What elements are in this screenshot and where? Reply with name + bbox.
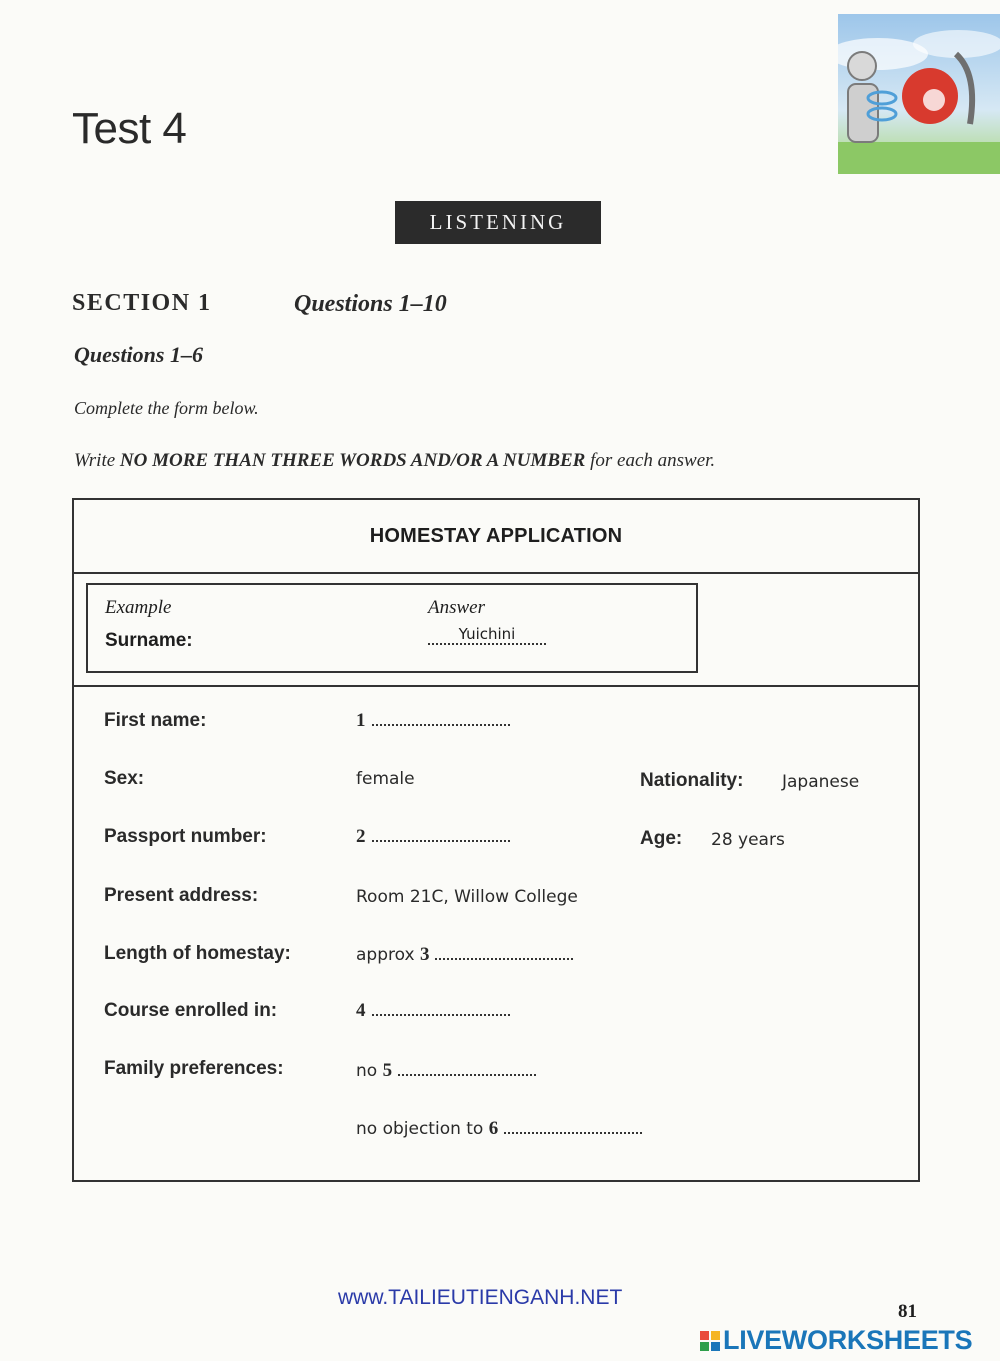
instruction-bold: NO MORE THAN THREE WORDS AND/OR A NUMBER xyxy=(119,450,586,471)
address-label: Present address: xyxy=(104,885,259,906)
family-label: Family preferences: xyxy=(104,1058,284,1079)
answer-blank-1[interactable] xyxy=(356,710,510,732)
passport-label: Passport number: xyxy=(104,826,267,847)
question-number-4: 4 xyxy=(356,1000,366,1021)
answer-label: Answer xyxy=(428,597,485,618)
age-label: Age: xyxy=(640,828,683,849)
objection-prefix: no objection to xyxy=(356,1119,484,1139)
question-number-6: 6 xyxy=(488,1118,499,1139)
answer-blank-2[interactable] xyxy=(356,826,510,848)
instruction-prefix: Write xyxy=(74,450,116,471)
answer-blank-3[interactable] xyxy=(356,944,573,966)
answer-blank-6[interactable] xyxy=(356,1118,642,1140)
example-field-label: Surname: xyxy=(105,630,193,651)
section-label: SECTION 1 xyxy=(72,290,212,316)
example-label: Example xyxy=(105,597,172,618)
decorative-thumbnail-image xyxy=(838,14,1000,174)
footer-url-link[interactable]: www.TAILIEUTIENGANH.NET xyxy=(338,1286,623,1309)
instruction-word-limit xyxy=(74,450,715,472)
liveworksheets-brand: LIVEWORKSHEETS xyxy=(723,1325,973,1355)
family-prefix: no xyxy=(356,1061,378,1081)
homestay-form xyxy=(72,498,920,1182)
question-number-2: 2 xyxy=(356,826,366,847)
section-questions: Questions 1–10 xyxy=(294,291,447,317)
form-divider xyxy=(74,685,918,687)
length-prefix: approx xyxy=(356,945,415,965)
instruction-suffix: for each answer. xyxy=(590,450,716,471)
page-number: 81 xyxy=(898,1301,917,1322)
age-value: 28 years xyxy=(711,830,785,850)
nationality-label: Nationality: xyxy=(640,770,744,791)
first-name-label: First name: xyxy=(104,710,207,731)
liveworksheets-logo-icon xyxy=(700,1331,720,1351)
answer-blank-4[interactable] xyxy=(356,1000,510,1022)
sex-label: Sex: xyxy=(104,768,145,789)
liveworksheets-logo xyxy=(700,1325,972,1356)
question-number-5: 5 xyxy=(382,1060,393,1081)
question-number-1: 1 xyxy=(356,710,366,731)
form-title: HOMESTAY APPLICATION xyxy=(74,500,918,574)
listening-banner: LISTENING xyxy=(395,201,601,244)
example-answer-line xyxy=(428,643,546,645)
sub-questions: Questions 1–6 xyxy=(74,342,203,367)
example-answer-value: Yuichini xyxy=(458,625,516,643)
instruction-complete: Complete the form below. xyxy=(74,398,259,418)
answer-blank-5[interactable] xyxy=(356,1060,536,1082)
length-label: Length of homestay: xyxy=(104,943,291,964)
question-number-3: 3 xyxy=(419,944,430,965)
example-box xyxy=(86,583,698,673)
sex-value: female xyxy=(356,769,415,789)
nationality-value: Japanese xyxy=(782,772,860,792)
test-title: Test 4 xyxy=(72,104,187,153)
course-label: Course enrolled in: xyxy=(104,1000,278,1021)
address-value: Room 21C, Willow College xyxy=(356,887,578,907)
